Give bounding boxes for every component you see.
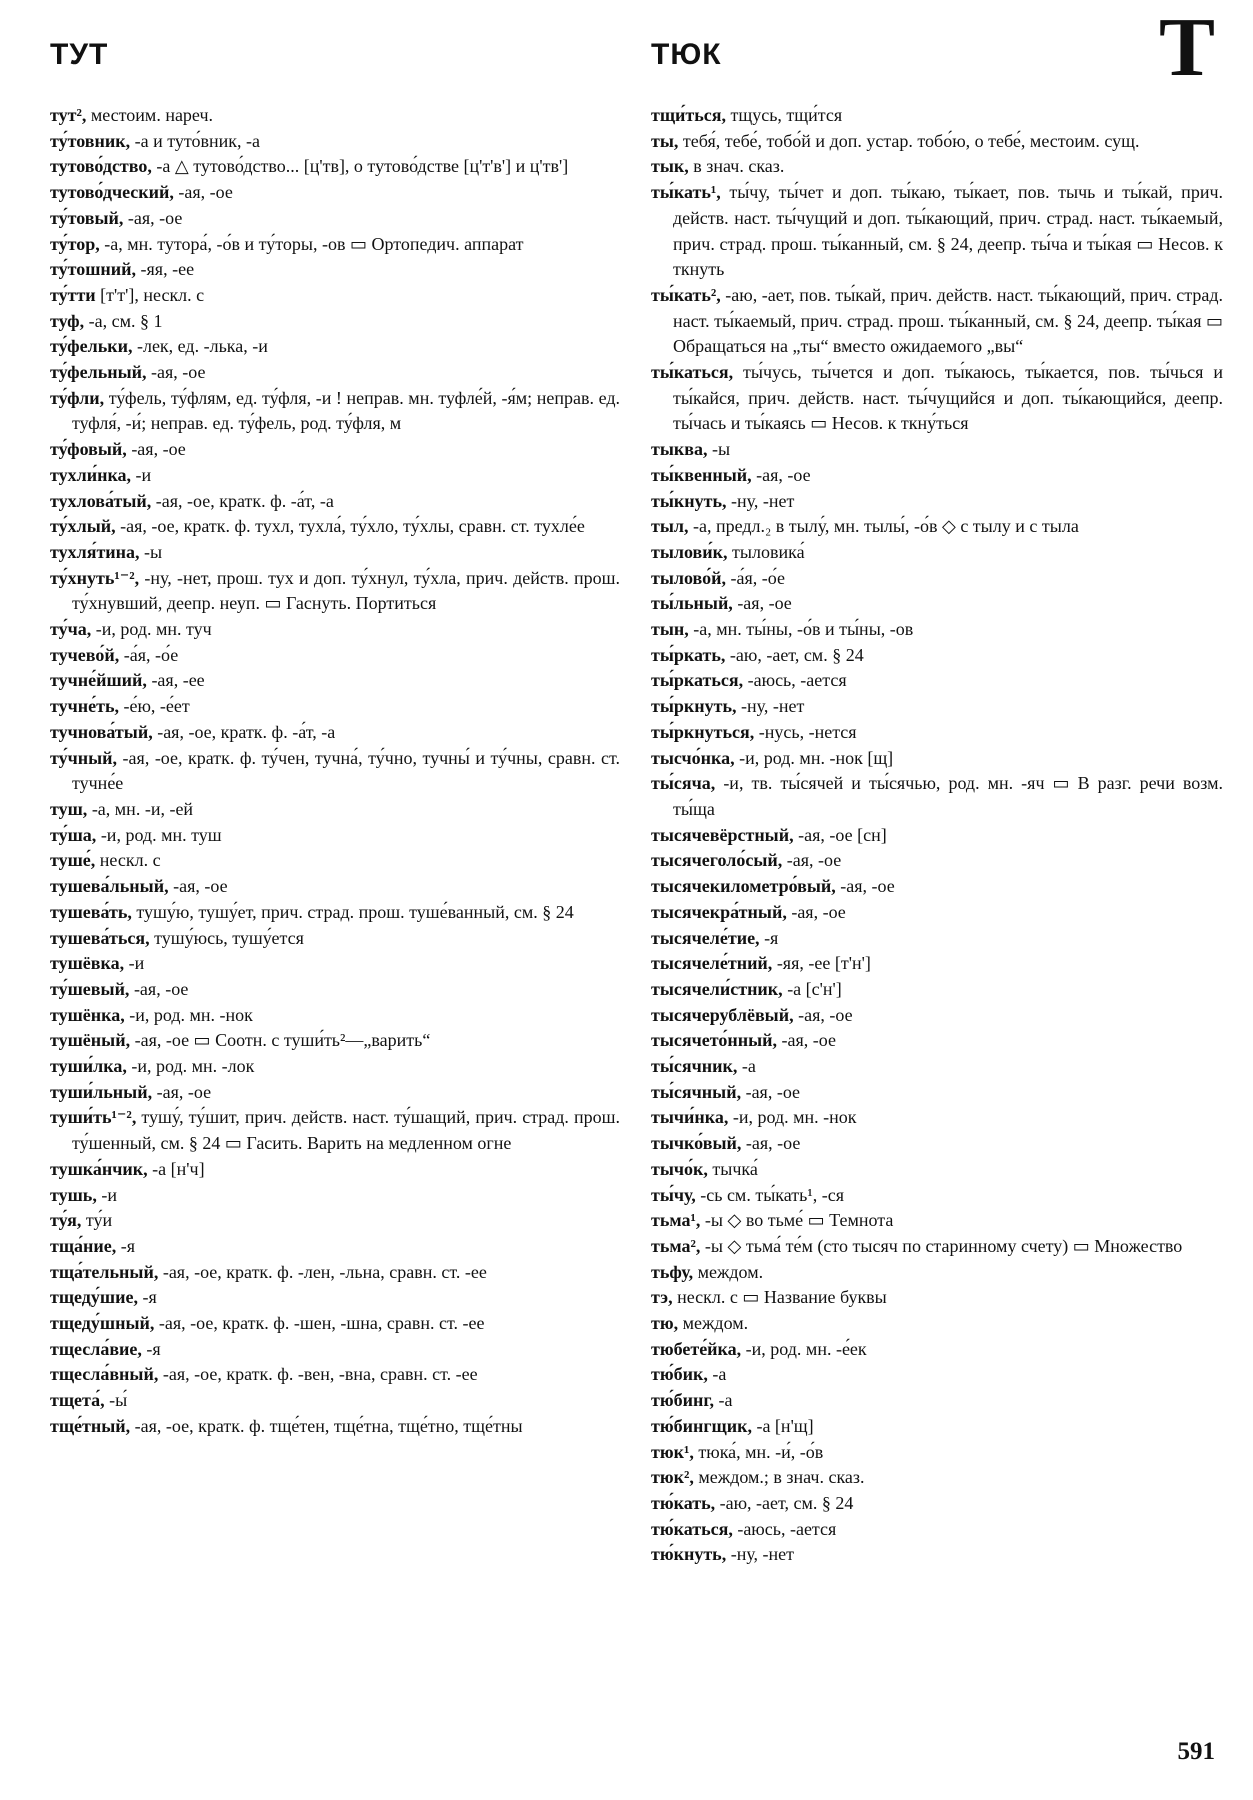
dictionary-entry <box>651 720 1223 746</box>
entry-headword: тысячекра́тный, <box>651 901 787 922</box>
entry-headword: тучне́ть, <box>50 696 119 717</box>
entry-headword: тысячеголо́сый, <box>651 850 783 871</box>
dictionary-entry <box>50 668 620 694</box>
dictionary-entry <box>651 1028 1223 1054</box>
entry-headword: туши́льный, <box>50 1081 153 1102</box>
dictionary-entry <box>50 848 620 874</box>
entry-headword: тык, <box>651 156 689 177</box>
dictionary-entry <box>651 694 1223 720</box>
dictionary-entry <box>651 617 1223 643</box>
entry-headword: тщеду́шие, <box>50 1287 138 1308</box>
entry-headword: ту́ча, <box>50 619 92 640</box>
entry-body: -и, род. мн. -лок <box>126 1056 255 1077</box>
entry-headword: тут², <box>50 105 87 125</box>
entry-body: -ая, -ое <box>129 978 189 999</box>
dictionary-entry <box>651 1260 1223 1286</box>
entry-headword: тюк², <box>651 1467 694 1488</box>
dictionary-entry <box>651 1105 1223 1131</box>
entry-body: -ая, -ое <box>741 1081 801 1102</box>
entry-headword: тю́кать, <box>651 1492 716 1513</box>
dictionary-entry <box>50 746 620 797</box>
running-head-left: ТУТ <box>50 38 109 71</box>
entry-body: -лек, ед. -лька, -и <box>132 336 268 357</box>
dictionary-entry <box>50 180 620 206</box>
entry-body: -ая, -ое <box>751 464 811 485</box>
dictionary-entry <box>651 1517 1223 1543</box>
dictionary-entry <box>651 926 1223 952</box>
entry-body: -ая, -ое, кратк. ф. -шен, -шна, сравн. ст. -ее <box>154 1313 485 1334</box>
entry-headword: тщеду́шный, <box>50 1313 155 1334</box>
entry-body: -ну, -нет, прош. тух и доп. ту́хнул, ту́хла, прич. действ. прош. ту́хнувший, деепр. неуп. ▭ Гаснуть. Портиться <box>72 567 620 614</box>
dictionary-entry <box>50 232 620 258</box>
dictionary-entry <box>651 591 1223 617</box>
entry-headword: ту́тор, <box>50 233 100 254</box>
entry-body: -ая, -ое <box>786 901 846 922</box>
entry-headword: ту́чный, <box>50 747 118 768</box>
entry-body: -ая, -ое <box>146 362 206 383</box>
entry-body: ту́и <box>81 1210 113 1231</box>
entry-headword: ту́фельный, <box>50 362 147 383</box>
entry-headword: тща́тельный, <box>50 1261 159 1282</box>
entry-body: [т'т'], нескл. с <box>95 284 205 305</box>
dictionary-entry <box>651 463 1223 489</box>
entry-body: нескл. с ▭ Название буквы <box>672 1287 887 1308</box>
dictionary-entry <box>651 1003 1223 1029</box>
entry-body: -а́я, -о́е <box>119 644 179 665</box>
entry-body: -ая, -ое, кратк. ф. ту́чен, тучна́, ту́чно, тучны́ и ту́чны, сравн. ст. тучне́е <box>72 747 620 794</box>
entry-headword: ты́чу, <box>651 1184 696 1205</box>
section-letter: Т <box>1158 1 1215 94</box>
dictionary-entry <box>50 1080 620 1106</box>
entry-body: -а, предл.₂ в тылу́, мн. тылы́, -о́в ◇ с тылу и с тыла <box>688 516 1079 537</box>
entry-body: -ы ◇ тьма́ те́м (сто тысяч по старинному счету) ▭ Множество <box>700 1235 1183 1256</box>
entry-body: -а [с'н'] <box>782 978 842 999</box>
entry-headword: ту́товник, <box>50 130 131 151</box>
dictionary-entry <box>651 489 1223 515</box>
entry-body: -ая, -ое <box>152 1081 212 1102</box>
entry-body: -ая, -ое <box>777 1030 837 1051</box>
page-number: 591 <box>1177 1738 1215 1765</box>
dictionary-entry <box>50 1028 620 1054</box>
dictionary-entry <box>50 103 620 129</box>
entry-body: -ая, -ое <box>123 207 183 228</box>
entry-body: тушу́юсь, тушу́ется <box>149 927 304 948</box>
dictionary-entry <box>651 360 1223 437</box>
entry-body: -я <box>759 927 779 948</box>
dictionary-entry <box>50 386 620 437</box>
dictionary-entry <box>651 1080 1223 1106</box>
entry-headword: ты́каться, <box>651 362 734 383</box>
entry-body: местоим. нареч. <box>86 105 214 125</box>
entry-body: тюка́, мн. -и́, -о́в <box>693 1441 824 1462</box>
entry-body: -а, мн. ты́ны, -о́в и ты́ны, -ов <box>688 619 914 640</box>
dictionary-entry <box>50 1234 620 1260</box>
entry-headword: тушева́ться, <box>50 927 150 948</box>
entry-body: междом.; в знач. сказ. <box>693 1467 865 1488</box>
entry-headword: ты́сячник, <box>651 1056 738 1077</box>
entry-headword: тылово́й, <box>651 567 727 588</box>
dictionary-entry <box>50 154 620 180</box>
dictionary-entry <box>651 1491 1223 1517</box>
dictionary-entry <box>50 566 620 617</box>
entry-body: -и, род. мн. -нок [щ] <box>734 747 894 768</box>
entry-headword: тухлова́тый, <box>50 490 152 511</box>
dictionary-entry <box>50 951 620 977</box>
entry-headword: ты́кнуть, <box>651 490 727 511</box>
entry-body: -и, род. мн. -нок <box>728 1107 857 1128</box>
entry-headword: тю́бинг, <box>651 1390 714 1411</box>
entry-body: ты́чу, ты́чет и доп. ты́каю, ты́кает, пов. тычь и ты́кай, прич. действ. наст. ты́чущий и доп. ты́кающий, прич. страд. наст. ты́каемый, прич. страд. прош. ты́канный, см. § 24, деепр. ты́ча и ты́кая ▭ Несов. к ткнуть <box>673 182 1223 280</box>
dictionary-entry <box>50 514 620 540</box>
entry-body: -аю, -ает, см. § 24 <box>715 1492 854 1513</box>
dictionary-entry <box>50 1260 620 1286</box>
dictionary-entry <box>651 900 1223 926</box>
entry-body: -ая, -ее <box>146 670 205 691</box>
entry-headword: ты́ркнуть, <box>651 696 737 717</box>
entry-body: -яя, -ее <box>136 259 195 280</box>
entry-headword: ты́ркаться, <box>651 670 744 691</box>
dictionary-entry <box>651 823 1223 849</box>
entry-body: тыловика́ <box>727 541 805 562</box>
dictionary-entry <box>651 1465 1223 1491</box>
entry-body: -ая, -ое <box>732 593 792 614</box>
dictionary-entry <box>50 1054 620 1080</box>
entry-body: -а и туто́вник, -а <box>130 130 260 151</box>
dictionary-entry <box>50 1337 620 1363</box>
entry-headword: тучнова́тый, <box>50 721 153 742</box>
dictionary-entry <box>50 977 620 1003</box>
entry-headword: тьфу, <box>651 1261 694 1282</box>
entry-headword: тю, <box>651 1313 679 1334</box>
dictionary-entry <box>50 334 620 360</box>
dictionary-entry <box>50 926 620 952</box>
dictionary-entry <box>50 643 620 669</box>
entry-headword: тушева́льный, <box>50 876 169 897</box>
entry-body: -и, род. мн. -нок <box>124 1004 253 1025</box>
entry-body: -ну, -нет <box>726 1544 795 1565</box>
dictionary-entry <box>651 514 1223 540</box>
entry-headword: тщета́, <box>50 1390 105 1411</box>
entry-headword: тю́каться, <box>651 1518 733 1539</box>
entry-headword: ту́фли, <box>50 387 105 408</box>
entry-headword: тьма², <box>651 1235 701 1256</box>
entry-headword: тщесла́вный, <box>50 1364 159 1385</box>
entry-body: -ая, -ое, кратк. ф. тще́тен, тще́тна, тще́тно, тще́тны <box>130 1415 523 1436</box>
dictionary-entry <box>651 668 1223 694</box>
entry-headword: ты́квенный, <box>651 464 752 485</box>
entry-body: -ну, -нет <box>726 490 795 511</box>
dictionary-entry <box>50 1003 620 1029</box>
dictionary-entry <box>651 103 1223 129</box>
dictionary-entry <box>651 1542 1223 1568</box>
entry-headword: тушёный, <box>50 1030 131 1051</box>
entry-headword: ту́хнуть¹⁻², <box>50 567 140 588</box>
entry-body: -а [н'ч] <box>147 1158 205 1179</box>
entry-headword: ту́тошний, <box>50 259 137 280</box>
entry-headword: ту́я, <box>50 1210 82 1231</box>
dictionary-entry <box>50 900 620 926</box>
dictionary-entry <box>50 1414 620 1440</box>
dictionary-entry <box>651 1054 1223 1080</box>
entry-headword: ту́хлый, <box>50 516 116 537</box>
entry-headword: ты́ркнуться, <box>651 721 755 742</box>
entry-body: -а, см. § 1 <box>84 310 163 331</box>
entry-headword: тщи́ться, <box>651 105 726 125</box>
entry-headword: тысячеле́тний, <box>651 953 773 974</box>
dictionary-entry <box>50 463 620 489</box>
entry-body: -ая, -ое <box>126 439 186 460</box>
left-column <box>50 103 620 1440</box>
entry-body: тушу́ю, тушу́ет, прич. страд. прош. туше́ванный, см. § 24 <box>131 901 574 922</box>
dictionary-entry <box>50 617 620 643</box>
entry-body: -е́ю, -е́ет <box>118 696 190 717</box>
entry-headword: ту́шевый, <box>50 978 130 999</box>
dictionary-entry <box>651 951 1223 977</box>
entry-body: междом. <box>678 1313 749 1334</box>
dictionary-entry <box>50 1183 620 1209</box>
entry-headword: тща́ние, <box>50 1235 117 1256</box>
entry-body: -и, род. мн. -е́ек <box>741 1338 867 1359</box>
entry-body: ты́чусь, ты́чется и доп. ты́каюсь, ты́кается, пов. ты́чься и ты́кайся, прич. действ. наст. ты́чущийся и доп. ты́кающийся, деепр. ты́чась и ты́каясь ▭ Несов. к ткну́ться <box>673 362 1223 434</box>
dictionary-entry <box>651 1337 1223 1363</box>
entry-body: -и, тв. ты́сячей и ты́сячью, род. мн. -яч ▭ В разг. речи возм. ты́ща <box>673 773 1223 819</box>
entry-headword: туши́ть¹⁻², <box>50 1107 137 1128</box>
entry-body: ту́фель, ту́флям, ед. ту́фля, -и ! неправ. мн. туфле́й, -я́м; неправ. ед. туфля́, -и́; неправ. ед. ту́фель, род. ту́фля, м <box>72 387 620 434</box>
dictionary-entry <box>651 1362 1223 1388</box>
entry-body: -ну, -нет <box>736 696 805 717</box>
entry-body: -я <box>137 1287 157 1308</box>
entry-body: -а <box>707 1364 727 1385</box>
entry-headword: тычко́вый, <box>651 1133 742 1154</box>
dictionary-entry <box>651 977 1223 1003</box>
entry-headword: тысчо́нка, <box>651 747 735 768</box>
entry-body: -и, род. мн. туш <box>96 824 222 845</box>
dictionary-entry <box>50 360 620 386</box>
dictionary-entry <box>50 540 620 566</box>
entry-body: -а [н'щ] <box>751 1415 814 1436</box>
entry-body: -ая, -ое <box>173 182 233 203</box>
entry-body: -ая, -ое <box>168 876 228 897</box>
entry-headword: тю́кнуть, <box>651 1544 727 1565</box>
entry-headword: тушь, <box>50 1184 97 1205</box>
entry-body: -и <box>96 1184 117 1205</box>
entry-headword: тын, <box>651 619 689 640</box>
entry-headword: тюк¹, <box>651 1441 694 1462</box>
dictionary-entry <box>50 797 620 823</box>
entry-body: -ая, -ое <box>793 1004 853 1025</box>
entry-body: -ая, -ое, кратк. ф. -лен, -льна, сравн. ст. -ее <box>158 1261 487 1282</box>
entry-body: -нусь, -нется <box>754 721 857 742</box>
entry-body: -и, род. мн. туч <box>91 619 212 640</box>
entry-headword: ту́тти <box>50 284 96 305</box>
entry-headword: ты́ркать, <box>651 644 726 665</box>
dictionary-entry <box>50 874 620 900</box>
entry-headword: тю́бингщик, <box>651 1415 752 1436</box>
entry-headword: тысячевёрстный, <box>651 824 794 845</box>
entry-body: -ая, -ое <box>741 1133 801 1154</box>
entry-headword: ту́фельки, <box>50 336 133 357</box>
entry-headword: ты́сячный, <box>651 1081 742 1102</box>
dictionary-entry <box>651 1157 1223 1183</box>
entry-headword: туше́, <box>50 850 96 871</box>
entry-headword: тщесла́вие, <box>50 1338 142 1359</box>
dictionary-entry <box>651 1234 1223 1260</box>
entry-headword: тысячерублёвый, <box>651 1004 794 1025</box>
entry-headword: тысячели́стник, <box>651 978 783 999</box>
entry-headword: тучне́йший, <box>50 670 147 691</box>
entry-body: -ая, -ое ▭ Соотн. с туши́ть²—„варить“ <box>130 1030 431 1051</box>
entry-body: тушу́, ту́шит, прич. действ. наст. ту́шащий, прич. страд. прош. ту́шенный, см. § 24 ▭ Гасить. Варить на медленном огне <box>72 1107 620 1154</box>
dictionary-entry <box>651 1208 1223 1234</box>
entry-headword: ты, <box>651 130 679 151</box>
entry-body: -сь см. ты́кать¹, -ся <box>695 1184 845 1205</box>
entry-headword: тэ, <box>651 1287 673 1308</box>
entry-body: -аю, -ает, см. § 24 <box>725 644 864 665</box>
entry-headword: тьма¹, <box>651 1210 701 1231</box>
entry-body: -и <box>131 464 152 485</box>
dictionary-entry <box>651 540 1223 566</box>
entry-headword: тысячеле́тие, <box>651 927 760 948</box>
entry-body: -ы́ <box>104 1390 128 1411</box>
dictionary-entry <box>50 1285 620 1311</box>
entry-headword: тыл, <box>651 516 689 537</box>
entry-headword: туш, <box>50 798 88 819</box>
entry-headword: ты́льный, <box>651 593 733 614</box>
entry-body: в знач. сказ. <box>688 156 785 177</box>
entry-headword: ту́ша, <box>50 824 97 845</box>
entry-body: -ы <box>707 439 731 460</box>
entry-body: -ая, -ое, кратк. ф. -вен, -вна, сравн. ст. -ее <box>158 1364 478 1385</box>
dictionary-entry <box>651 1285 1223 1311</box>
dictionary-entry <box>50 206 620 232</box>
running-head-right: ТЮК <box>651 38 722 71</box>
entry-headword: ту́фовый, <box>50 439 127 460</box>
entry-headword: ты́сяча, <box>651 773 716 794</box>
entry-headword: тухли́нка, <box>50 464 132 485</box>
dictionary-entry <box>651 180 1223 283</box>
dictionary-entry <box>651 643 1223 669</box>
entry-body: -ая, -ое [сн] <box>793 824 887 845</box>
dictionary-entry <box>651 1440 1223 1466</box>
dictionary-entry <box>651 874 1223 900</box>
entry-body: нескл. с <box>95 850 161 871</box>
entry-body: -а <box>713 1390 733 1411</box>
entry-body: -ы <box>139 541 163 562</box>
entry-body: -ая, -ое <box>782 850 842 871</box>
dictionary-entry <box>50 1311 620 1337</box>
entry-body: -ая, -ое, кратк. ф. -а́т, -а <box>152 721 336 742</box>
entry-headword: тысячекилометро́вый, <box>651 876 836 897</box>
entry-headword: тушка́нчик, <box>50 1158 148 1179</box>
dictionary-entry <box>50 1362 620 1388</box>
dictionary-entry <box>50 1388 620 1414</box>
dictionary-entry <box>651 1388 1223 1414</box>
right-column <box>651 103 1223 1568</box>
entry-headword: тще́тный, <box>50 1415 131 1436</box>
entry-body: -яя, -ее [т'н'] <box>772 953 871 974</box>
dictionary-entry <box>651 566 1223 592</box>
entry-body: -ая, -ое <box>835 876 895 897</box>
entry-headword: тухля́тина, <box>50 541 140 562</box>
dictionary-entry <box>651 771 1223 822</box>
dictionary-entry <box>651 1414 1223 1440</box>
dictionary-entry <box>651 129 1223 155</box>
dictionary-entry <box>50 257 620 283</box>
entry-headword: тылови́к, <box>651 541 728 562</box>
dictionary-entry <box>50 720 620 746</box>
entry-body: тебя́, тебе́, тобо́й и доп. устар. тобо́ю, о тебе́, местоим. сущ. <box>678 130 1140 151</box>
entry-body: -я <box>141 1338 161 1359</box>
entry-body: -а́я, -о́е <box>726 567 785 588</box>
entry-body: -а △ тутово́дство... [ц'тв], о тутово́дстве [ц'т'в'] и ц'тв'] <box>151 156 569 177</box>
entry-headword: тушёнка, <box>50 1004 125 1025</box>
entry-headword: тутово́дство, <box>50 156 152 177</box>
dictionary-entry <box>50 1105 620 1156</box>
entry-body: -ы ◇ во тьме́ ▭ Темнота <box>700 1210 894 1231</box>
entry-headword: тучево́й, <box>50 644 120 665</box>
entry-headword: тушёвка, <box>50 953 125 974</box>
dictionary-entry <box>50 283 620 309</box>
entry-body: тычка́ <box>707 1158 758 1179</box>
entry-body: -аю, -ает, пов. ты́кай, прич. действ. наст. ты́кающий, прич. страд. наст. ты́каемый, прич. страд. прош. ты́канный, см. § 24, деепр. ты́кая ▭ Обращаться на „ты“ вместо ожидаемого „вы“ <box>673 284 1224 357</box>
dictionary-entry <box>651 1131 1223 1157</box>
entry-headword: тушева́ть, <box>50 901 132 922</box>
dictionary-entry <box>651 848 1223 874</box>
entry-body: -и <box>124 953 145 974</box>
entry-body: -ая, -ое, кратк. ф. -а́т, -а <box>151 490 334 511</box>
entry-body: -а, мн. -и, -ей <box>87 798 194 819</box>
entry-headword: туши́лка, <box>50 1056 127 1077</box>
dictionary-entry <box>651 1183 1223 1209</box>
entry-body: -а, мн. тутора́, -о́в и ту́торы, -ов ▭ Ортопедич. аппарат <box>99 233 524 254</box>
entry-headword: тычо́к, <box>651 1158 708 1179</box>
dictionary-entry <box>651 154 1223 180</box>
entry-body: -аюсь, -ается <box>732 1518 837 1539</box>
dictionary-entry <box>50 694 620 720</box>
entry-headword: ты́кать², <box>651 284 721 305</box>
dictionary-entry <box>50 489 620 515</box>
dictionary-entry <box>50 309 620 335</box>
entry-body: -аюсь, -ается <box>743 670 847 691</box>
entry-body: тщусь, тщи́тся <box>726 105 843 125</box>
entry-headword: тутово́дческий, <box>50 182 174 203</box>
dictionary-entry <box>50 129 620 155</box>
entry-body: -я <box>116 1235 136 1256</box>
dictionary-entry <box>651 746 1223 772</box>
entry-headword: тысячето́нный, <box>651 1030 778 1051</box>
entry-body: междом. <box>693 1261 764 1282</box>
dictionary-entry <box>50 823 620 849</box>
entry-headword: тыква, <box>651 439 708 460</box>
entry-body: -а <box>737 1056 756 1077</box>
entry-headword: ту́товый, <box>50 207 124 228</box>
entry-headword: туф, <box>50 310 85 331</box>
entry-headword: тюбете́йка, <box>651 1338 742 1359</box>
dictionary-entry <box>50 437 620 463</box>
dictionary-entry <box>50 1157 620 1183</box>
entry-headword: ты́кать¹, <box>651 182 721 203</box>
entry-headword: тю́бик, <box>651 1364 708 1385</box>
dictionary-entry <box>651 437 1223 463</box>
dictionary-entry <box>651 283 1223 360</box>
entry-headword: тычи́нка, <box>651 1107 729 1128</box>
dictionary-entry <box>651 1311 1223 1337</box>
dictionary-entry <box>50 1208 620 1234</box>
entry-body: -ая, -ое, кратк. ф. тухл, тухла́, ту́хло, ту́хлы, сравн. ст. тухле́е <box>115 516 585 537</box>
